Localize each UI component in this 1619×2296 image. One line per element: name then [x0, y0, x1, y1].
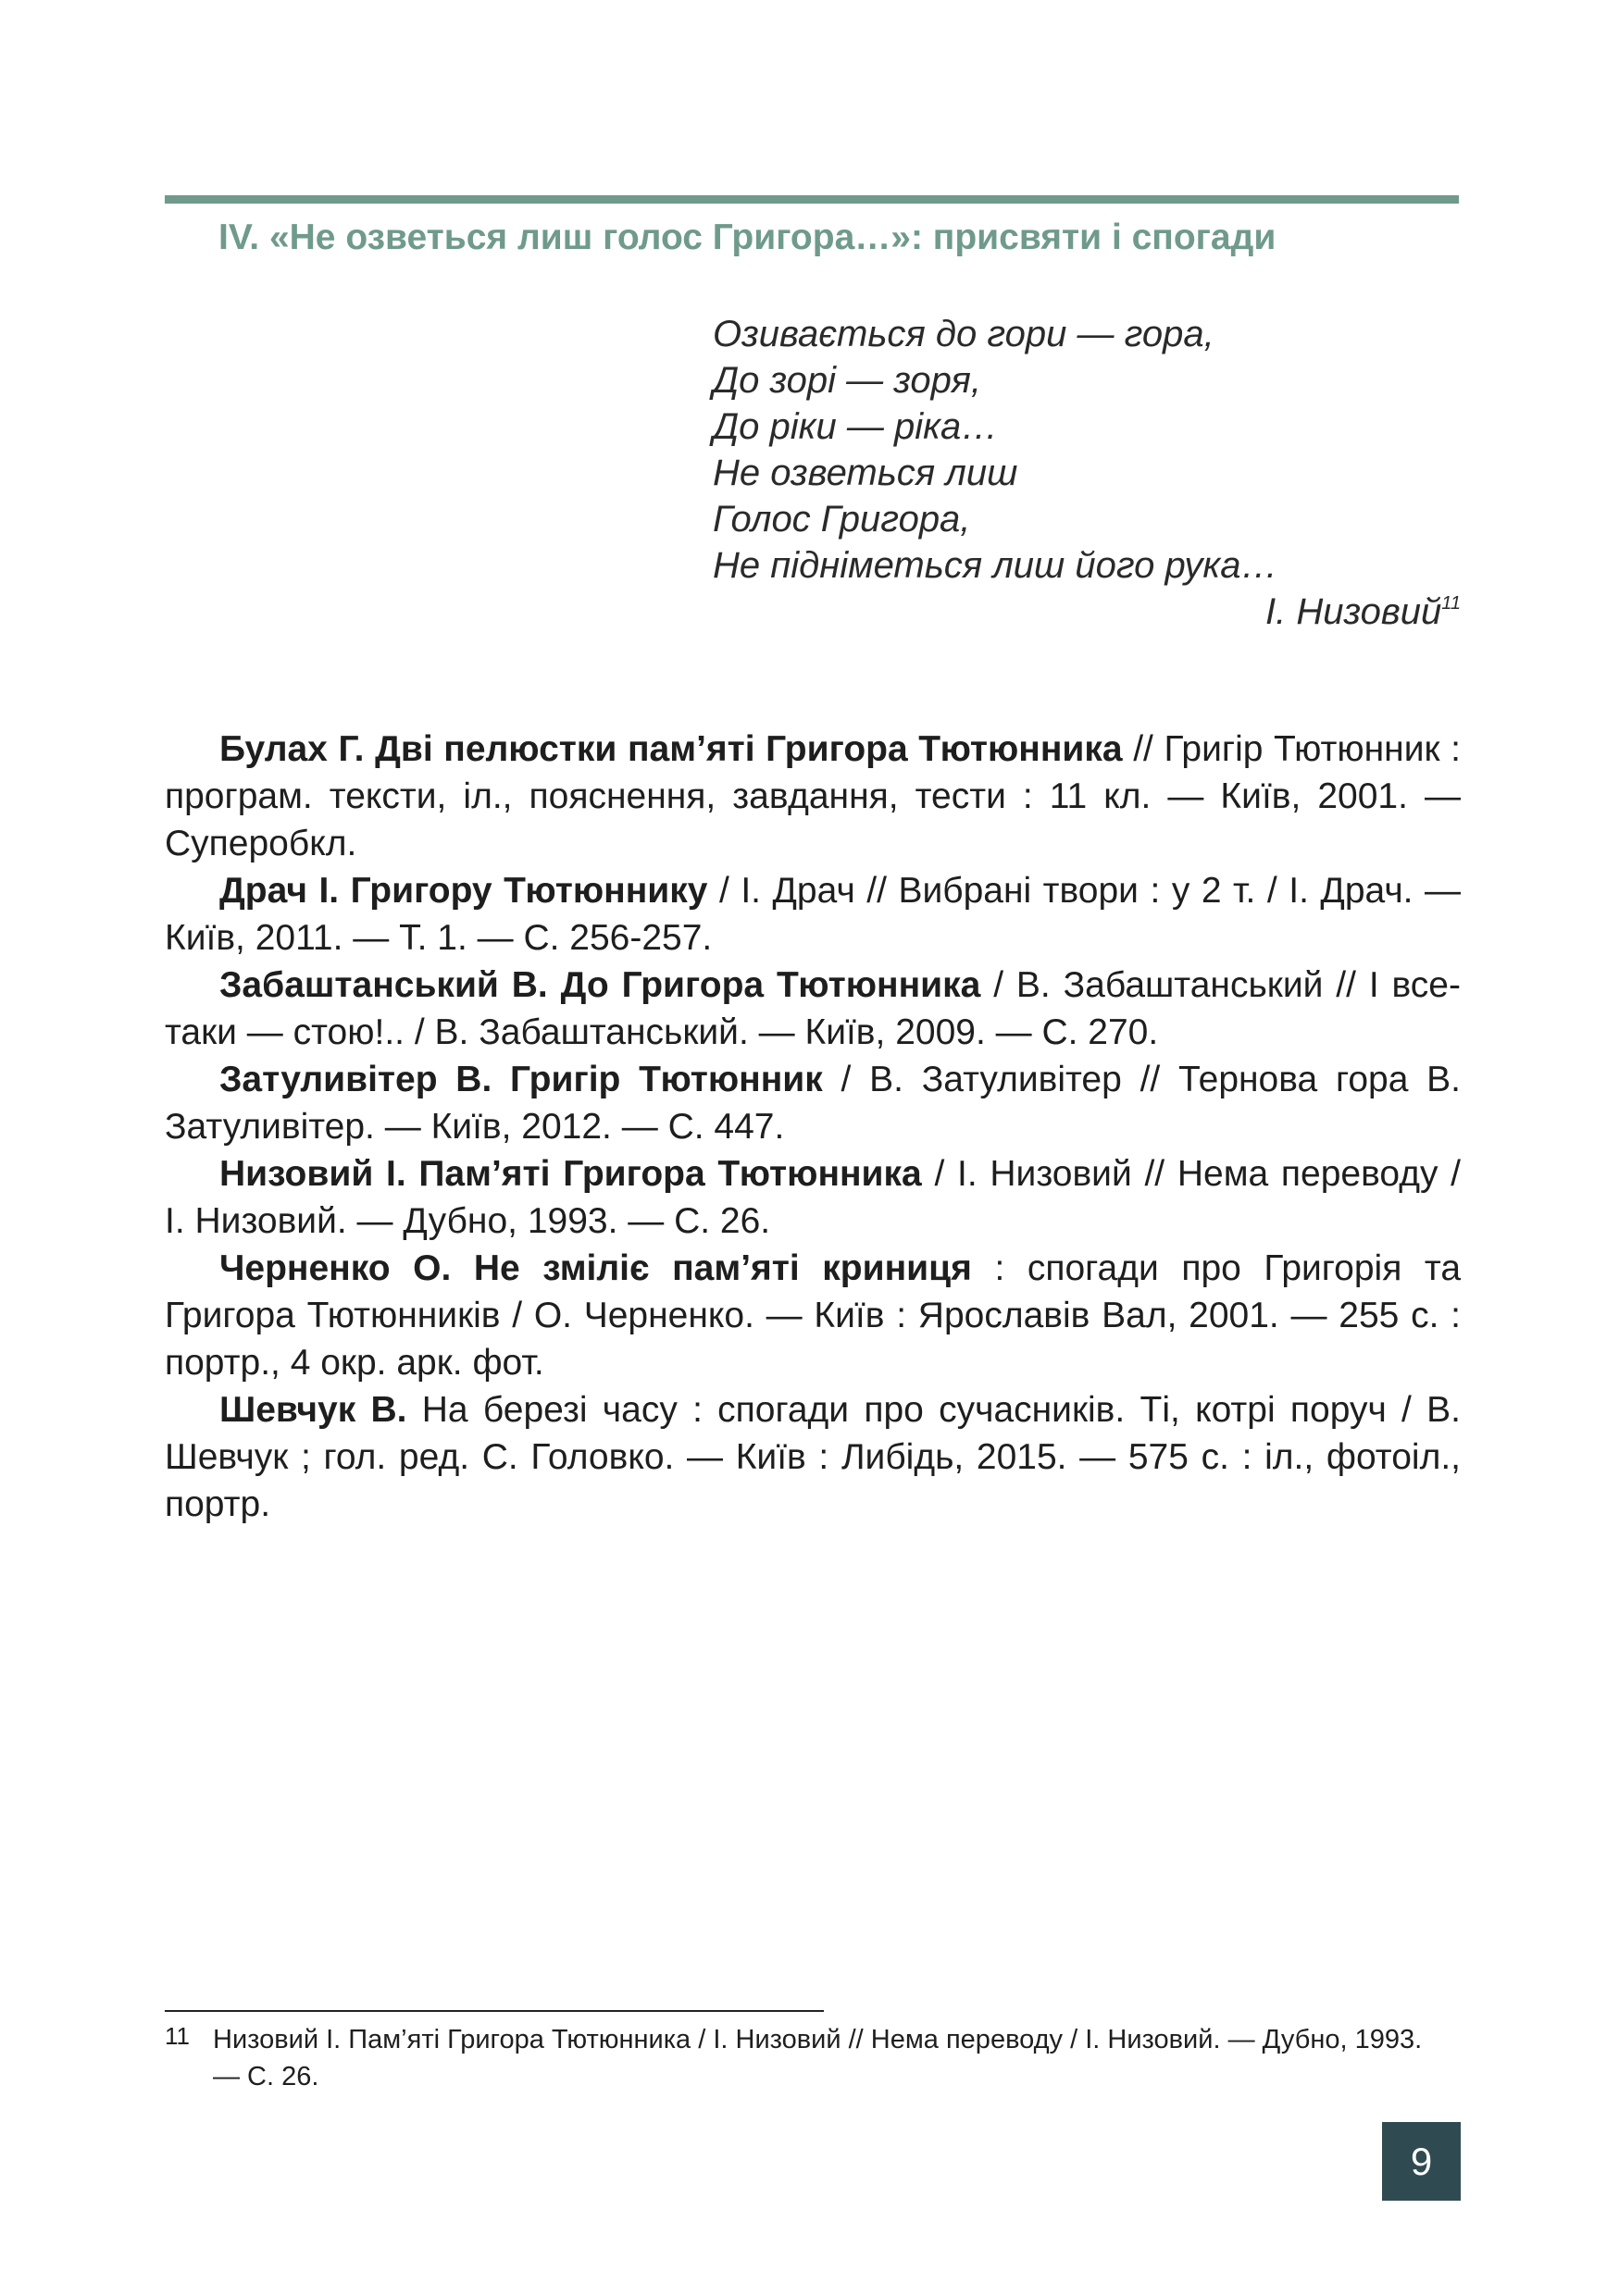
epigraph-line: Голос Григора,	[713, 499, 971, 540]
entry-details: : спогади про Григорія та Григора Тютюнників / О. Черненко. — Київ : Ярославів Вал, 2001. — 255 с. : портр., 4 окр. арк. фот.	[165, 1248, 1462, 1383]
footnote-number: 11	[165, 2022, 190, 2050]
epigraph-line: Озивається до гори — гора,	[713, 314, 1214, 354]
bibliography-entry	[165, 962, 1461, 1056]
bibliography-entry	[165, 1245, 1461, 1386]
entry-title: Драч І. Григору Тютюннику	[219, 871, 708, 911]
bibliography-entry	[165, 1056, 1461, 1150]
bibliography-entry	[165, 1386, 1461, 1528]
entry-title: Затуливітер В. Григір Тютюнник	[219, 1060, 823, 1099]
bibliography-entry	[165, 1150, 1461, 1245]
entry-title: Низовий І. Пам’яті Григора Тютюнника	[219, 1154, 922, 1194]
epigraph	[713, 311, 1461, 635]
epigraph-line: До ріки — ріка…	[713, 406, 999, 447]
entry-title: Шевчук В.	[219, 1390, 407, 1430]
bibliography-entry	[165, 726, 1461, 867]
entry-details: / В. Затуливітер // Тернова гора В. Затуливітер. — Київ, 2012. — С. 447.	[165, 1060, 1462, 1147]
page-number: 9	[1382, 2122, 1461, 2201]
header-rule	[165, 195, 1459, 204]
entry-details: / І. Низовий // Нема переводу / І. Низовий. — Дубно, 1993. — С. 26.	[165, 1154, 1462, 1241]
bibliography-entry	[165, 867, 1461, 962]
footnote-separator	[165, 2010, 824, 2012]
entry-title: Булах Г. Дві пелюстки пам’яті Григора Тютюнника	[219, 729, 1123, 769]
entry-title: Черненко О. Не зміліє пам’яті криниця	[219, 1248, 972, 1288]
section-title: IV. «Не озветься лиш голос Григора…»: присвяти і спогади	[218, 217, 1277, 257]
entry-details: На березі часу : спогади про сучасників. Ті, котрі поруч / В. Шевчук ; гол. ред. С. Головко. — Київ : Либідь, 2015. — 575 с. : іл., фотоіл., портр.	[165, 1390, 1462, 1524]
epigraph-line: Не підніметься лиш його рука…	[713, 545, 1278, 586]
entry-details: // Григір Тютюнник : програм. тексти, іл., пояснення, завдання, тести : 11 кл. — Київ, 2001. — Суперобкл.	[165, 729, 1461, 863]
bibliography-list	[165, 726, 1461, 1528]
footnote-text: Низовий І. Пам’яті Григора Тютюнника / І. Низовий // Нема переводу / І. Низовий. — Дубно, 1993. — С. 26.	[213, 2025, 1423, 2091]
entry-details: / В. Забаштанський // І все-таки — стою!.. / В. Забаштанський. — Київ, 2009. — С. 270.	[165, 965, 1461, 1052]
epigraph-author-name: І. Низовий	[1265, 591, 1442, 632]
footnote-reference[interactable]: 11	[1441, 593, 1461, 614]
epigraph-author	[713, 589, 1461, 635]
entry-details: / І. Драч // Вибрані твори : у 2 т. / І. Драч. — Київ, 2011. — Т. 1. — С. 256-257.	[165, 871, 1462, 958]
footnote	[165, 2021, 1424, 2095]
epigraph-line: Не озветься лиш	[713, 453, 1018, 493]
entry-title: Забаштанський В. До Григора Тютюнника	[219, 965, 981, 1005]
epigraph-line: До зорі — зоря,	[713, 360, 981, 401]
